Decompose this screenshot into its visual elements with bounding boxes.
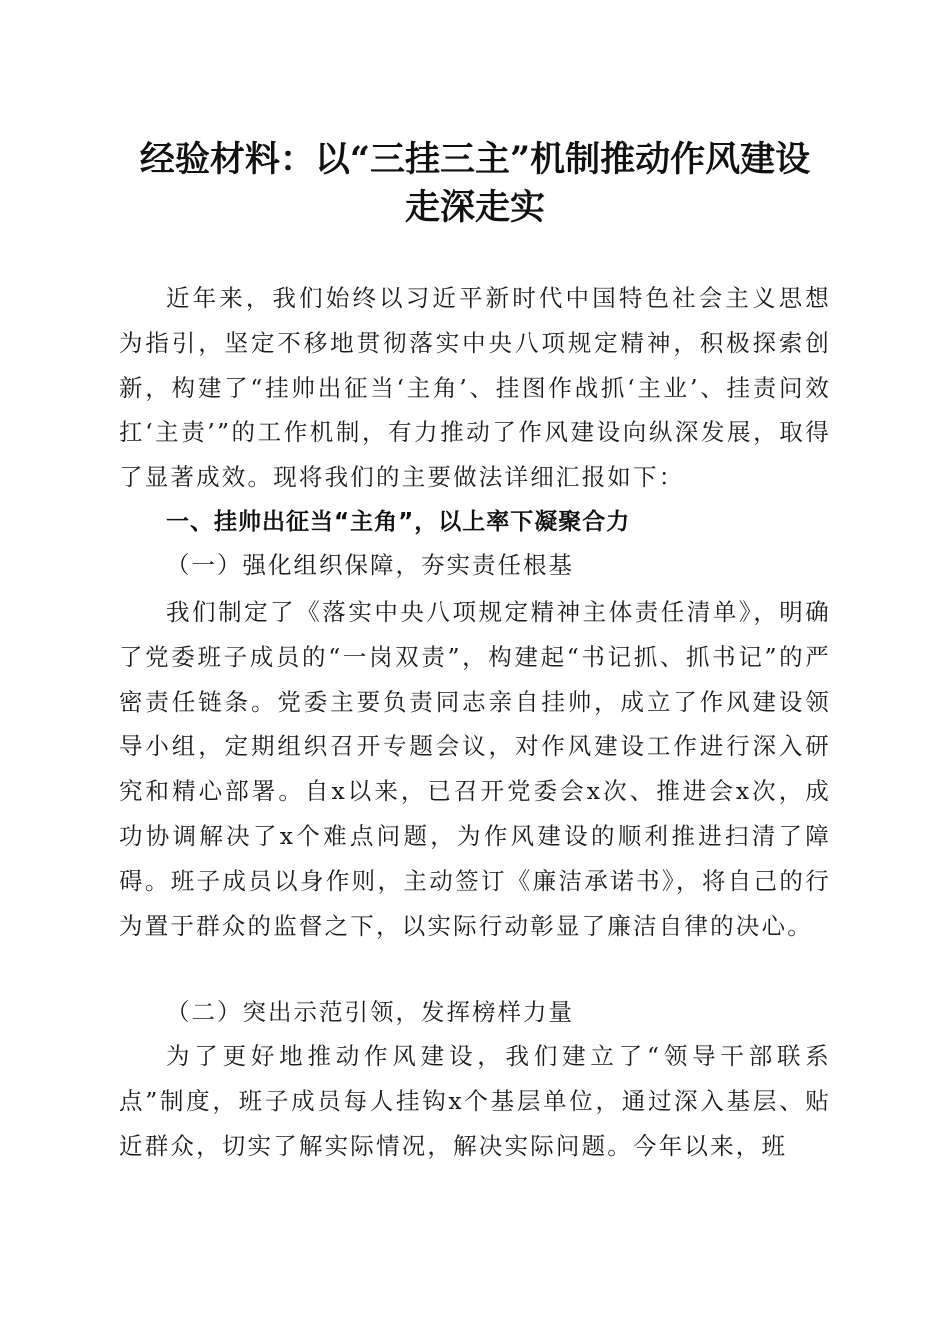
intro-paragraph: 近年来，我们始终以习近平新时代中国特色社会主义思想为指引，坚定不移地贯彻落实中央八项规定精神，积极探索创新，构建了“挂帅出征当‘主角’、挂图作战抓‘主业’、挂责问效扛‘主责’”的工作机制，有力推动了作风建设向纵深发展，取得了显著成效。现将我们的主要做法详细汇报如下： [119, 284, 831, 492]
subsection-heading-1: （一）强化组织保障，夯实责任根基 [166, 551, 574, 579]
document-title-line-2: 走深走实 [404, 187, 545, 228]
document-title-line-1: 经验材料：以“三挂三主”机制推动作风建设 [139, 139, 811, 180]
body-paragraph-2: 我们制定了《落实中央八项规定精神主体责任清单》，明确了党委班子成员的“一岗双责”，构建起“书记抓、抓书记”的严密责任链条。党委主要负责同志亲自挂帅，成立了作风建设领导小组，定期组织召开专题会议，对作风建设工作进行深入研究和精心部署。自x以来，已召开党委会x次、推进会x次，成功协调解决了x个难点问题，为作风建设的顺利推进扫清了障碍。班子成员以身作则，主动签订《廉洁承诺书》，将自己的行为置于群众的监督之下，以实际行动彰显了廉洁自律的决心。 [119, 598, 831, 940]
body-paragraph-3: 为了更好地推动作风建设，我们建立了“领导干部联系点”制度，班子成员每人挂钩x个基层单位，通过深入基层、贴近群众，切实了解实际情况，解决实际问题。今年以来，班 [119, 1042, 831, 1160]
section-heading-1: 一、挂帅出征当“主角”，以上率下凝聚合力 [166, 509, 631, 535]
subsection-heading-2: （二）突出示范引领，发挥榜样力量 [166, 998, 574, 1026]
